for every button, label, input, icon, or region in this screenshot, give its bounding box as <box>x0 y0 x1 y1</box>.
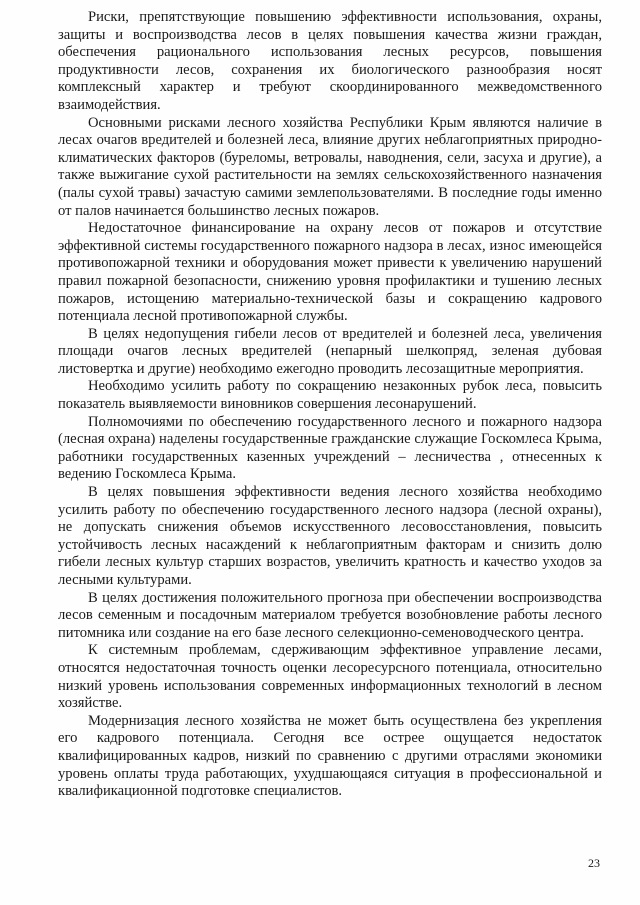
paragraph-authority: Полномочиями по обеспечению государственного лесного и пожарного надзора (лесная охрана) наделены государственные гражданские служащие Госкомлеса Крыма, работники государственных казенных учреждений – лесничества , отнесенных к ведению Госкомлеса Крыма. <box>58 413 602 483</box>
paragraph-risks: Риски, препятствующие повышению эффективности использования, охраны, защиты и воспроизводства лесов в целях повышения качества жизни граждан, обеспечения рационального использования лесных ресурсов, повышения продуктивности лесов, сохранения их биологического разнообразия носят комплексный характер и требуют скоординированного межведомственного взаимодействия. <box>58 9 602 113</box>
paragraph-systemic-problems: К системным проблемам, сдерживающим эффективное управление лесами, относятся недостаточная точность оценки лесоресурсного потенциала, относительно низкий уровень использования современных информационных технологий в лесном хозяйстве. <box>58 642 602 712</box>
paragraph-illegal-logging: Необходимо усилить работу по сокращению незаконных рубок леса, повысить показатель выявляемости виновников совершения лесонарушений. <box>58 378 602 413</box>
paragraph-nursery: В целях достижения положительного прогноза при обеспечении воспроизводства лесов семенным и посадочным материалом требуется возобновление работы лесного питомника или создание на его базе лесного селекционно-семеноводческого центра. <box>58 589 602 641</box>
paragraph-modernization: Модернизация лесного хозяйства не может быть осуществлена без укрепления его кадрового потенциала. Сегодня все острее ощущается недостаток квалифицированных кадров, низкий по сравнению с другими отраслями экономики уровень оплаты труда работающих, ухудшающаяся ситуация в профессиональной и квалификационной подготовке специалистов. <box>58 712 602 800</box>
paragraph-efficiency: В целях повышения эффективности ведения лесного хозяйства необходимо усилить работу по обеспечению государственного лесного надзора (лесной охраны), не допускать снижения объемов искусственного лесовосстановления, повысить устойчивость лесных насаждений к неблагоприятным факторам и снизить долю гибели лесных культур старших возрастов, увеличить кратность и качество уходов за лесными культурами. <box>58 484 602 588</box>
paragraph-pests: В целях недопущения гибели лесов от вредителей и болезней леса, увеличения площади очагов лесных вредителей (непарный шелкопряд, зеленая дубовая листовертка и другие) необходимо ежегодно проводить лесозащитные мероприятия. <box>58 325 602 377</box>
document-body <box>58 9 602 801</box>
page-number: 23 <box>588 856 600 870</box>
paragraph-main-risks: Основными рисками лесного хозяйства Республики Крым являются наличие в лесах очагов вредителей и болезней леса, влияние других неблагоприятных природно-климатических факторов (буреломы, ветровалы, наводнения, сели, засуха и другие), а также выжигание сухой растительности на землях сельскохозяйственного назначения (палы сухой травы) зачастую самими землепользователями. В последние годы именно от палов начинается большинство лесных пожаров. <box>58 114 602 219</box>
paragraph-funding: Недостаточное финансирование на охрану лесов от пожаров и отсутствие эффективной системы государственного пожарного надзора в лесах, износ имеющейся противопожарной техники и оборудования может привести к увеличению нарушений правил пожарной безопасности, снижению уровня профилактики и тушению лесных пожаров, истощению материально-технической базы и сокращению кадрового потенциала лесной противопожарной службы. <box>58 220 602 325</box>
